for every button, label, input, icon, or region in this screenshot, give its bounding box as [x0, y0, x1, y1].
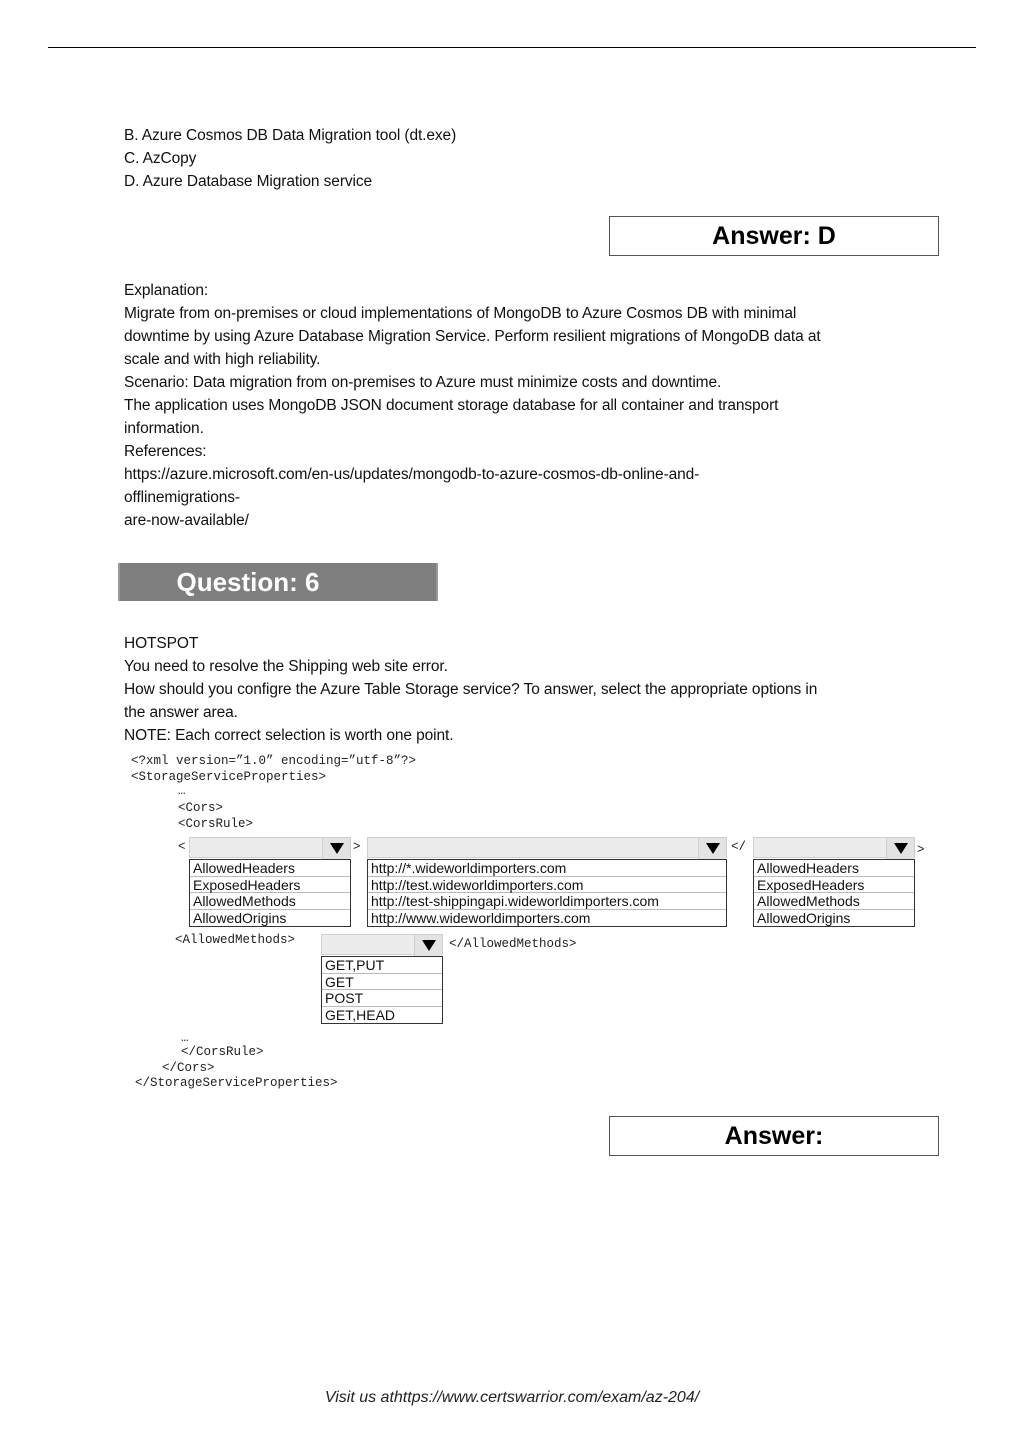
methods-select[interactable]	[321, 934, 443, 955]
chevron-down-icon[interactable]	[698, 838, 726, 859]
question-line: How should you configre the Azure Table Storage service? To answer, select the appropriate options in	[124, 681, 818, 698]
code-gt: >	[353, 840, 361, 854]
option-allowed-methods[interactable]: AllowedMethods	[754, 893, 914, 910]
explanation-line: scale and with high reliability.	[124, 351, 321, 368]
code-open-allowed-methods: <AllowedMethods>	[175, 933, 296, 947]
chevron-down-icon[interactable]	[322, 838, 350, 859]
option-method[interactable]: GET,HEAD	[325, 1006, 396, 1023]
code-open-corsrule: <CorsRule>	[178, 817, 254, 831]
option-allowed-methods[interactable]: AllowedMethods	[190, 893, 350, 910]
code-close-properties: </StorageServiceProperties>	[135, 1076, 338, 1090]
methods-options	[321, 956, 443, 1024]
code-ellipsis: …	[178, 784, 186, 798]
question-note: NOTE: Each correct selection is worth one point.	[124, 727, 454, 744]
close-tag-options	[753, 859, 915, 927]
open-tag-options	[189, 859, 351, 927]
code-close-cors: </Cors>	[162, 1061, 215, 1075]
header-rule	[48, 47, 976, 48]
code-close-allowed-methods: </AllowedMethods>	[449, 937, 577, 951]
references-heading: References:	[124, 443, 207, 460]
explanation-line: downtime by using Azure Database Migration Service. Perform resilient migrations of MongoDB data at	[124, 328, 821, 345]
question-line: the answer area.	[124, 704, 238, 721]
code-ellipsis: …	[181, 1031, 189, 1045]
question-type: HOTSPOT	[124, 635, 199, 652]
explanation-line: The application uses MongoDB JSON document storage database for all container and transport	[124, 397, 779, 414]
explanation-line: Scenario: Data migration from on-premises to Azure must minimize costs and downtime.	[124, 374, 722, 391]
reference-link[interactable]: offlinemigrations-	[124, 489, 240, 506]
option-origin[interactable]: http://test.wideworldimporters.com	[368, 877, 726, 894]
option-origin[interactable]: http://www.wideworldimporters.com	[371, 909, 591, 926]
option-origin[interactable]: http://test-shippingapi.wideworldimporters.com	[368, 893, 726, 910]
option-method[interactable]: GET	[322, 974, 442, 991]
code-close-corsrule: </CorsRule>	[181, 1045, 264, 1059]
option-allowed-origins[interactable]: AllowedOrigins	[193, 909, 287, 926]
option-allowed-origins[interactable]: AllowedOrigins	[757, 909, 851, 926]
reference-link[interactable]: are-now-available/	[124, 512, 249, 529]
open-tag-select[interactable]	[189, 837, 351, 858]
explanation-heading: Explanation:	[124, 282, 209, 299]
answer-label: Answer: D	[712, 221, 836, 250]
option-allowed-headers[interactable]: AllowedHeaders	[754, 860, 914, 877]
close-tag-select[interactable]	[753, 837, 915, 858]
answer-label: Answer:	[724, 1121, 824, 1150]
explanation-line: Migrate from on-premises or cloud implementations of MongoDB to Azure Cosmos DB with minimal	[124, 305, 797, 322]
option-method[interactable]: POST	[322, 990, 442, 1007]
option-exposed-headers[interactable]: ExposedHeaders	[754, 877, 914, 894]
option-allowed-headers[interactable]: AllowedHeaders	[190, 860, 350, 877]
option-origin[interactable]: http://*.wideworldimporters.com	[368, 860, 726, 877]
chevron-down-icon[interactable]	[414, 935, 442, 956]
explanation-line: information.	[124, 420, 204, 437]
option-d: D. Azure Database Migration service	[124, 173, 373, 190]
origin-options	[367, 859, 727, 927]
question-number: Question: 6	[176, 566, 320, 597]
question-banner	[118, 563, 438, 601]
question-line: You need to resolve the Shipping web site error.	[124, 658, 448, 675]
code-xml-declaration: <?xml version=”1.0” encoding=”utf-8”?>	[131, 754, 417, 768]
answer-box	[609, 216, 939, 256]
reference-link[interactable]: https://azure.microsoft.com/en-us/updates/mongodb-to-azure-cosmos-db-online-and-	[124, 466, 700, 483]
code-open-cors: <Cors>	[178, 801, 224, 815]
option-method[interactable]: GET,PUT	[322, 957, 442, 974]
chevron-down-icon[interactable]	[886, 838, 914, 859]
code-close-lt: </	[731, 840, 747, 854]
option-c: C. AzCopy	[124, 150, 197, 167]
code-close-gt: >	[917, 843, 925, 857]
footer-link[interactable]: Visit us athttps://www.certswarrior.com/exam/az-204/	[324, 1389, 700, 1406]
code-lt: <	[178, 840, 186, 854]
option-b: B. Azure Cosmos DB Data Migration tool (dt.exe)	[124, 127, 457, 144]
option-exposed-headers[interactable]: ExposedHeaders	[190, 877, 350, 894]
answer-box	[609, 1116, 939, 1156]
code-open-properties: <StorageServiceProperties>	[131, 770, 327, 784]
origin-select[interactable]	[367, 837, 727, 858]
